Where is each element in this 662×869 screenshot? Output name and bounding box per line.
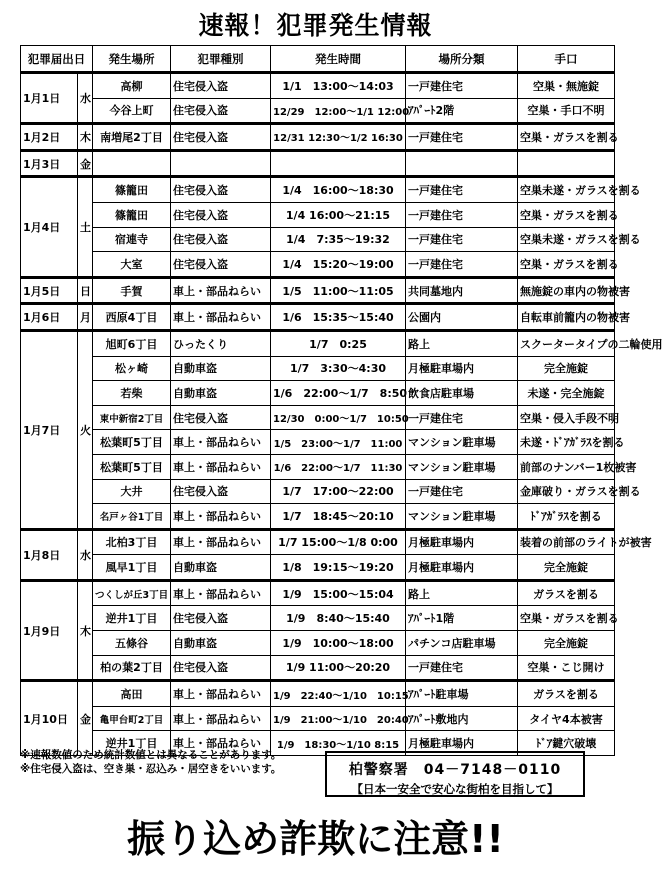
report-date: 1月7日 — [21, 330, 78, 529]
header-row — [21, 46, 615, 73]
crime-type: 住宅侵入盗 — [171, 405, 271, 430]
table-row — [21, 98, 615, 124]
day-group — [21, 177, 641, 277]
incident-place: 高田 — [93, 681, 171, 707]
location-type: ｱﾊﾟｰﾄ駐車場 — [406, 681, 518, 707]
header-crime: 犯罪種別 — [171, 46, 271, 73]
day-of-week: 土 — [78, 177, 93, 277]
location-type: 一戸建住宅 — [406, 124, 518, 151]
day-of-week: 金 — [78, 150, 93, 177]
method: 空巣・ガラスを割る — [518, 202, 615, 227]
table-row — [21, 655, 615, 681]
crime-type: 住宅侵入盗 — [171, 202, 271, 227]
table-row — [21, 606, 615, 631]
incident-place: 東中新宿2丁目 — [93, 405, 171, 430]
incident-place: 大室 — [93, 252, 171, 278]
incident-time: 1/4 7:35～19:32 — [271, 227, 406, 252]
report-date: 1月4日 — [21, 177, 78, 277]
crime-type: 自動車盗 — [171, 631, 271, 656]
table-row — [21, 631, 615, 656]
police-slogan: 【日本一安全で安心な街柏を目指して】 — [351, 782, 559, 796]
location-type: マンション駐車場 — [406, 430, 518, 455]
incident-time: 1/5 11:00～11:05 — [271, 277, 406, 304]
crime-type: 車上・部品ねらい — [171, 580, 271, 606]
day-of-week: 木 — [78, 580, 93, 680]
day-group — [21, 580, 619, 680]
location-type: マンション駐車場 — [406, 454, 518, 479]
crime-type: 車上・部品ねらい — [171, 277, 271, 304]
fraud-warning: 振り込め詐欺に注意!! — [127, 817, 504, 861]
day-of-week: 金 — [78, 681, 93, 756]
incident-place: つくしが丘3丁目 — [93, 580, 171, 606]
incident-time: 1/1 13:00～14:03 — [271, 73, 406, 99]
report-date: 1月6日 — [21, 304, 78, 331]
location-type: 公園内 — [406, 304, 518, 331]
incident-place: 逆井1丁目 — [93, 731, 171, 756]
incident-place: 松葉町5丁目 — [93, 454, 171, 479]
table-row — [21, 356, 615, 381]
location-type: 一戸建住宅 — [406, 405, 518, 430]
method: ガラスを割る — [518, 580, 615, 606]
incident-place: 西原4丁目 — [93, 304, 171, 331]
day-group — [21, 330, 662, 529]
report-date: 1月5日 — [21, 277, 78, 304]
incident-place: 名戸ヶ谷1丁目 — [93, 504, 171, 530]
method: 空巣・無施錠 — [518, 73, 615, 99]
day-group — [21, 681, 615, 756]
method: 空巣未遂・ガラスを割る — [518, 227, 615, 252]
incident-place: 篠籠田 — [93, 202, 171, 227]
report-date: 1月1日 — [21, 73, 78, 124]
table-row — [21, 381, 615, 406]
table-row — [21, 150, 615, 177]
crime-type: 自動車盗 — [171, 381, 271, 406]
location-type: 一戸建住宅 — [406, 227, 518, 252]
incident-place: 若柴 — [93, 381, 171, 406]
header-place: 発生場所 — [93, 46, 171, 73]
police-name: 柏警察署 04－7148－0110 — [348, 762, 562, 778]
day-of-week: 日 — [78, 277, 93, 304]
day-group — [21, 73, 615, 124]
incident-place: 逆井1丁目 — [93, 606, 171, 631]
incident-time — [271, 150, 406, 177]
crime-type: 住宅侵入盗 — [171, 177, 271, 203]
incident-time: 1/6 15:35～15:40 — [271, 304, 406, 331]
table-row — [21, 529, 615, 555]
incident-time: 1/9 15:00～15:04 — [271, 580, 406, 606]
crime-type: 住宅侵入盗 — [171, 606, 271, 631]
incident-time: 1/9 18:30～1/10 8:15 — [271, 731, 406, 756]
incident-place: 風早1丁目 — [93, 555, 171, 581]
incident-place: 手賀 — [93, 277, 171, 304]
location-type: 一戸建住宅 — [406, 252, 518, 278]
day-of-week: 水 — [78, 73, 93, 124]
day-group — [21, 124, 619, 151]
day-of-week: 水 — [78, 529, 93, 580]
method: 空巣・侵入手段不明 — [518, 405, 615, 430]
report-date: 1月9日 — [21, 580, 78, 680]
table-row — [21, 177, 615, 203]
table-row — [21, 252, 615, 278]
location-type: 一戸建住宅 — [406, 479, 518, 504]
incident-place: 五條谷 — [93, 631, 171, 656]
crime-type: 車上・部品ねらい — [171, 304, 271, 331]
incident-time: 1/4 16:00～18:30 — [271, 177, 406, 203]
incident-time: 1/6 22:00～1/7 8:50 — [271, 381, 406, 406]
crime-type: 住宅侵入盗 — [171, 124, 271, 151]
table-row — [21, 681, 615, 707]
incident-time: 1/9 21:00～1/10 20:40 — [271, 706, 406, 731]
table-row — [21, 430, 615, 455]
location-type: マンション駐車場 — [406, 504, 518, 530]
method: ﾄﾞｱ鍵穴破壊 — [518, 731, 615, 756]
incident-time: 1/7 17:00～22:00 — [271, 479, 406, 504]
incident-place: 宿連寺 — [93, 227, 171, 252]
location-type: ｱﾊﾟｰﾄ敷地内 — [406, 706, 518, 731]
incident-time: 1/4 16:00～21:15 — [271, 202, 406, 227]
day-of-week: 木 — [78, 124, 93, 151]
location-type: 路上 — [406, 580, 518, 606]
day-group — [21, 304, 630, 331]
note-line: ※住宅侵入盗は、空き巣・忍込み・居空きをいいます。 — [20, 763, 282, 775]
incident-time: 1/9 11:00～20:20 — [271, 655, 406, 681]
method: 未遂・ﾄﾞｱｶﾞﾗｽを割る — [518, 430, 615, 455]
incident-place: 亀甲台町2丁目 — [93, 706, 171, 731]
table-row — [21, 454, 615, 479]
note-line: ※速報数値のため統計数値とは異なることがあります。 — [20, 749, 282, 761]
incident-place: 高柳 — [93, 73, 171, 99]
incident-place: 大井 — [93, 479, 171, 504]
day-group — [21, 529, 652, 580]
incident-time: 1/4 15:20～19:00 — [271, 252, 406, 278]
incident-time: 1/9 10:00～18:00 — [271, 631, 406, 656]
header-method: 手口 — [518, 46, 615, 73]
method: 未遂・完全施錠 — [518, 381, 615, 406]
report-date: 1月10日 — [21, 681, 78, 756]
location-type: 一戸建住宅 — [406, 655, 518, 681]
header-date: 犯罪届出日 — [21, 46, 93, 73]
method: 空巣・ガラスを割る — [518, 252, 615, 278]
method: ﾄﾞｱｶﾞﾗｽを割る — [518, 504, 615, 530]
table-row — [21, 405, 615, 430]
table-row — [21, 504, 615, 530]
notes — [20, 748, 281, 776]
crime-type: 車上・部品ねらい — [171, 706, 271, 731]
crime-type: 車上・部品ねらい — [171, 681, 271, 707]
method — [518, 150, 615, 177]
incident-place: 南増尾2丁目 — [93, 124, 171, 151]
incident-time: 1/9 8:40～15:40 — [271, 606, 406, 631]
crime-type — [171, 150, 271, 177]
report-date: 1月3日 — [21, 150, 78, 177]
method: 前部のナンバー1枚被害 — [518, 454, 615, 479]
location-type: 月極駐車場内 — [406, 356, 518, 381]
method: 装着の前部のライトが被害 — [518, 529, 615, 555]
method: 空巣・手口不明 — [518, 98, 615, 124]
crime-table — [20, 45, 662, 756]
incident-time: 1/7 0:25 — [271, 330, 406, 356]
crime-type: 車上・部品ねらい — [171, 731, 271, 756]
table-row — [21, 202, 615, 227]
table-row — [21, 580, 615, 606]
incident-time: 1/7 3:30～4:30 — [271, 356, 406, 381]
method: 完全施錠 — [518, 631, 615, 656]
crime-type: 車上・部品ねらい — [171, 529, 271, 555]
report-date: 1月8日 — [21, 529, 78, 580]
method: 無施錠の車内の物被害 — [518, 277, 615, 304]
header-location: 場所分類 — [406, 46, 518, 73]
crime-type: 住宅侵入盗 — [171, 252, 271, 278]
day-group — [21, 277, 630, 304]
location-type: 飲食店駐車場 — [406, 381, 518, 406]
crime-type: 住宅侵入盗 — [171, 73, 271, 99]
table-row — [21, 73, 615, 99]
location-type: 一戸建住宅 — [406, 202, 518, 227]
table-row — [21, 277, 615, 304]
incident-place — [93, 150, 171, 177]
incident-time: 1/8 19:15～19:20 — [271, 555, 406, 581]
method: 空巣・こじ開け — [518, 655, 615, 681]
table-row — [21, 304, 615, 331]
table-row — [21, 124, 615, 151]
incident-time: 1/9 22:40～1/10 10:15 — [271, 681, 406, 707]
location-type: 共同墓地内 — [406, 277, 518, 304]
incident-place: 松ヶ崎 — [93, 356, 171, 381]
incident-place: 今谷上町 — [93, 98, 171, 124]
method: タイヤ4本被害 — [518, 706, 615, 731]
table-row — [21, 479, 615, 504]
method: 空巣・ガラスを割る — [518, 606, 615, 631]
header-time: 発生時間 — [271, 46, 406, 73]
method: 空巣・ガラスを割る — [518, 124, 615, 151]
location-type: 路上 — [406, 330, 518, 356]
location-type: 月極駐車場内 — [406, 555, 518, 581]
incident-time: 12/31 12:30～1/2 16:30 — [271, 124, 406, 151]
crime-type: 車上・部品ねらい — [171, 454, 271, 479]
location-type: 月極駐車場内 — [406, 529, 518, 555]
table-row — [21, 706, 615, 731]
incident-place: 旭町6丁目 — [93, 330, 171, 356]
page-title: 速報！犯罪発生情報 — [198, 11, 433, 40]
day-of-week: 月 — [78, 304, 93, 331]
report-date: 1月2日 — [21, 124, 78, 151]
method: 金庫破り・ガラスを割る — [518, 479, 615, 504]
crime-type: 住宅侵入盗 — [171, 655, 271, 681]
incident-time: 1/6 22:00～1/7 11:30 — [271, 454, 406, 479]
police-contact-box — [325, 751, 585, 797]
incident-place: 北柏3丁目 — [93, 529, 171, 555]
incident-time: 1/5 23:00～1/7 11:00 — [271, 430, 406, 455]
method: 完全施錠 — [518, 356, 615, 381]
location-type — [406, 150, 518, 177]
crime-type: 自動車盗 — [171, 555, 271, 581]
table-row — [21, 227, 615, 252]
method: スクータータイプの二輪使用 — [518, 330, 615, 356]
table-row — [21, 330, 615, 356]
location-type: 一戸建住宅 — [406, 73, 518, 99]
location-type: ｱﾊﾟｰﾄ2階 — [406, 98, 518, 124]
crime-type: 車上・部品ねらい — [171, 504, 271, 530]
incident-time: 1/7 18:45～20:10 — [271, 504, 406, 530]
crime-type: 住宅侵入盗 — [171, 227, 271, 252]
incident-place: 松葉町5丁目 — [93, 430, 171, 455]
location-type: ｱﾊﾟｰﾄ1階 — [406, 606, 518, 631]
location-type: 月極駐車場内 — [406, 731, 518, 756]
incident-time: 12/30 0:00～1/7 10:50 — [271, 405, 406, 430]
method: 自転車前籠内の物被害 — [518, 304, 615, 331]
method: ガラスを割る — [518, 681, 615, 707]
crime-type: ひったくり — [171, 330, 271, 356]
incident-time: 1/7 15:00～1/8 0:00 — [271, 529, 406, 555]
incident-time: 12/29 12:00～1/1 12:00 — [271, 98, 406, 124]
table-row — [21, 555, 615, 581]
crime-type: 車上・部品ねらい — [171, 430, 271, 455]
method: 完全施錠 — [518, 555, 615, 581]
method: 空巣未遂・ガラスを割る — [518, 177, 615, 203]
location-type: パチンコ店駐車場 — [406, 631, 518, 656]
location-type: 一戸建住宅 — [406, 177, 518, 203]
crime-type: 自動車盗 — [171, 356, 271, 381]
crime-type: 住宅侵入盗 — [171, 479, 271, 504]
incident-place: 篠籠田 — [93, 177, 171, 203]
incident-place: 柏の葉2丁目 — [93, 655, 171, 681]
day-group — [21, 150, 615, 177]
day-of-week: 火 — [78, 330, 93, 529]
crime-type: 住宅侵入盗 — [171, 98, 271, 124]
